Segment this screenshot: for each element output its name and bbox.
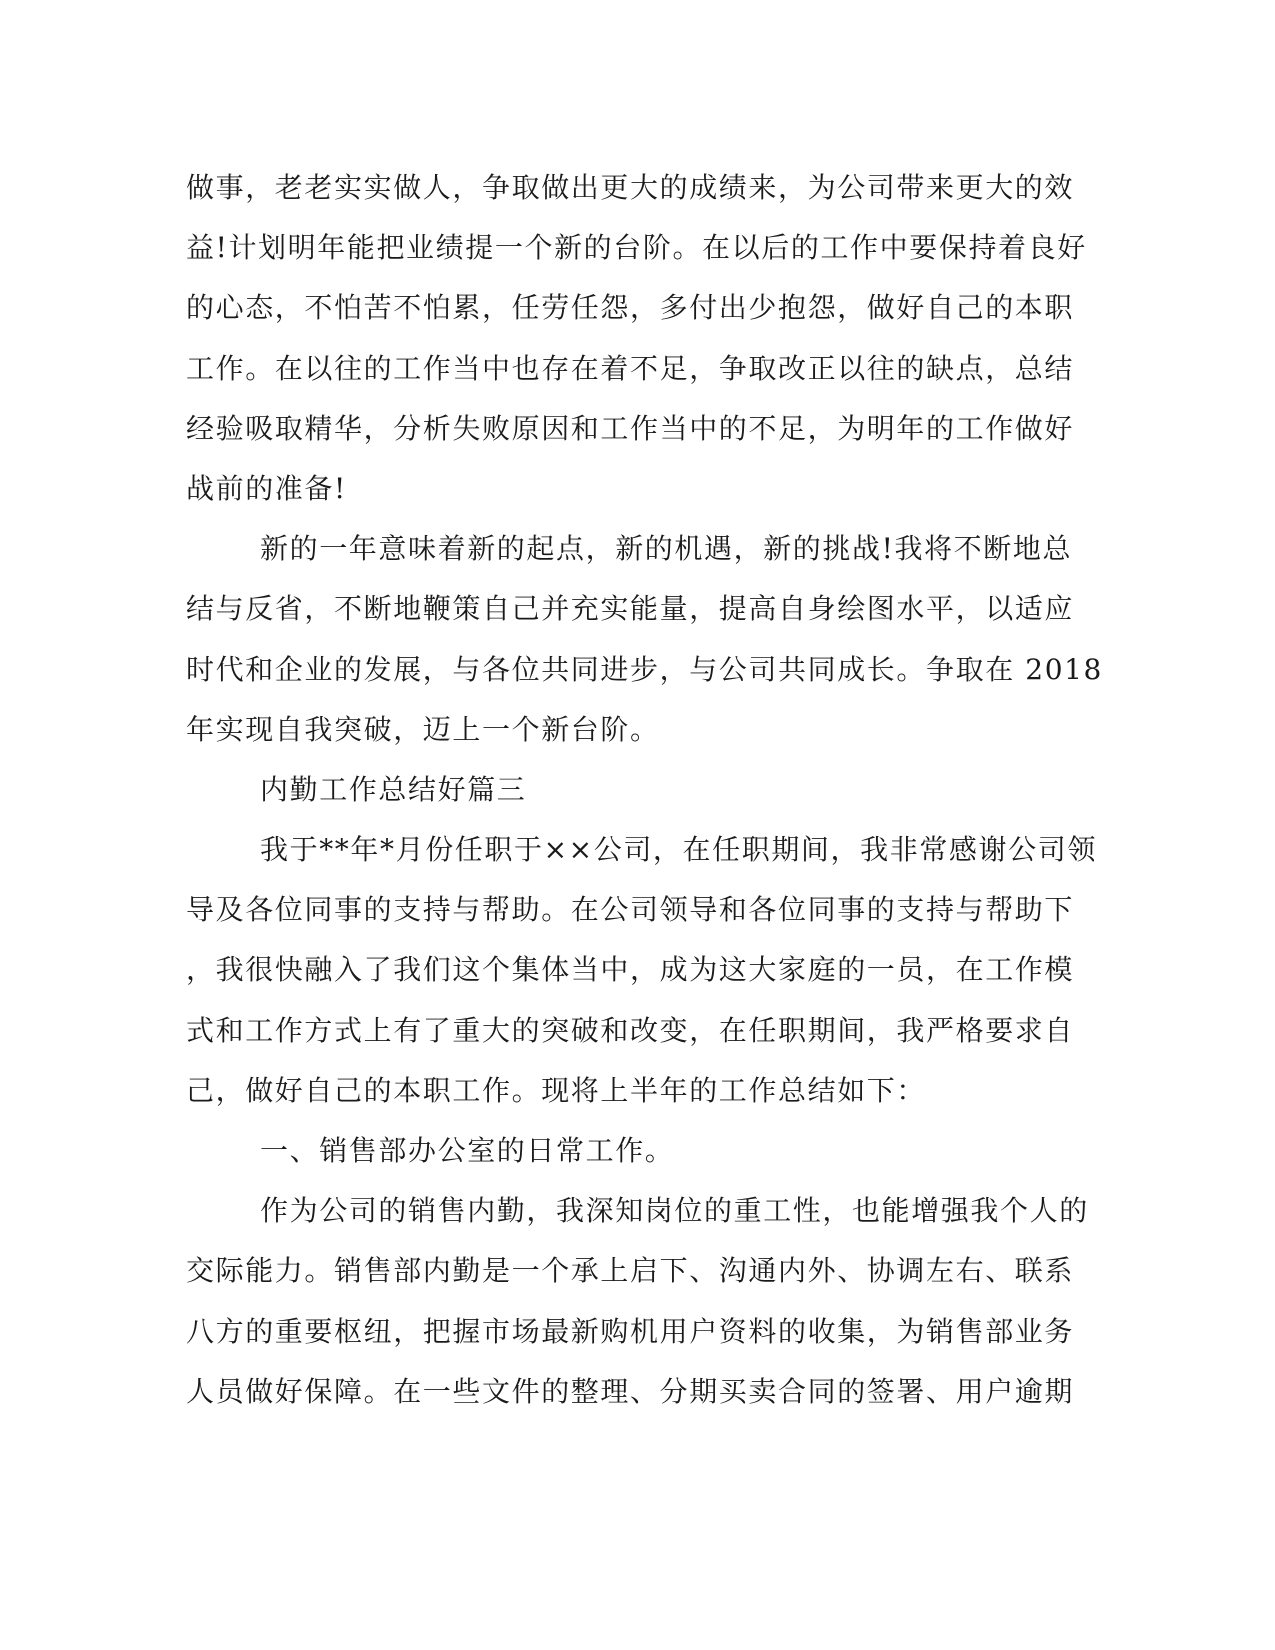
section-heading: 内勤工作总结好篇三 — [260, 772, 527, 806]
paragraph-start-line: 我于**年*月份任职于××公司，在任职期间，我非常感谢公司领 — [260, 833, 1097, 867]
text-line: 益!计划明年能把业绩提一个新的台阶。在以后的工作中要保持着良好 — [186, 231, 1087, 265]
text-line: 做事，老老实实做人，争取做出更大的成绩来，为公司带来更大的效 — [186, 171, 1075, 204]
text-line: 年实现自我突破，迈上一个新台阶。 — [186, 712, 660, 746]
text-line: 己，做好自己的本职工作。现将上半年的工作总结如下： — [186, 1073, 927, 1107]
text-line: 的心态，不怕苦不怕累，任劳任怨，多付出少抱怨，做好自己的本职 — [186, 291, 1075, 325]
text-line: 时代和企业的发展，与各位共同进步，与公司共同成长。争取在 2018 — [186, 652, 1103, 686]
text-line: 式和工作方式上有了重大的突破和改变，在任职期间，我严格要求自 — [186, 1013, 1075, 1047]
text-line: 人员做好保障。在一些文件的整理、分期买卖合同的签署、用户逾期 — [186, 1374, 1075, 1408]
text-line: 结与反省，不断地鞭策自己并充实能量，提高自身绘图水平，以适应 — [186, 592, 1075, 626]
text-line: 工作。在以往的工作当中也存在着不足，争取改正以往的缺点，总结 — [186, 351, 1075, 385]
body-text — [186, 158, 1103, 1422]
text-line: 导及各位同事的支持与帮助。在公司领导和各位同事的支持与帮助下 — [186, 893, 1075, 927]
subsection-heading: 一、销售部办公室的日常工作。 — [260, 1134, 675, 1167]
text-line: 交际能力。销售部内勤是一个承上启下、沟通内外、协调左右、联系 — [186, 1254, 1075, 1288]
text-line: 八方的重要枢纽，把握市场最新购机用户资料的收集，为销售部业务 — [186, 1314, 1075, 1348]
text-line: ，我很快融入了我们这个集体当中，成为这大家庭的一员，在工作模 — [186, 953, 1075, 987]
text-line: 经验吸取精华，分析失败原因和工作当中的不足，为明年的工作做好 — [186, 411, 1075, 445]
text-line: 战前的准备! — [186, 471, 347, 505]
paragraph-start-line: 新的一年意味着新的起点，新的机遇，新的挑战!我将不断地总 — [260, 532, 1073, 566]
paragraph-start-line: 作为公司的销售内勤，我深知岗位的重工性，也能增强我个人的 — [260, 1194, 1089, 1228]
